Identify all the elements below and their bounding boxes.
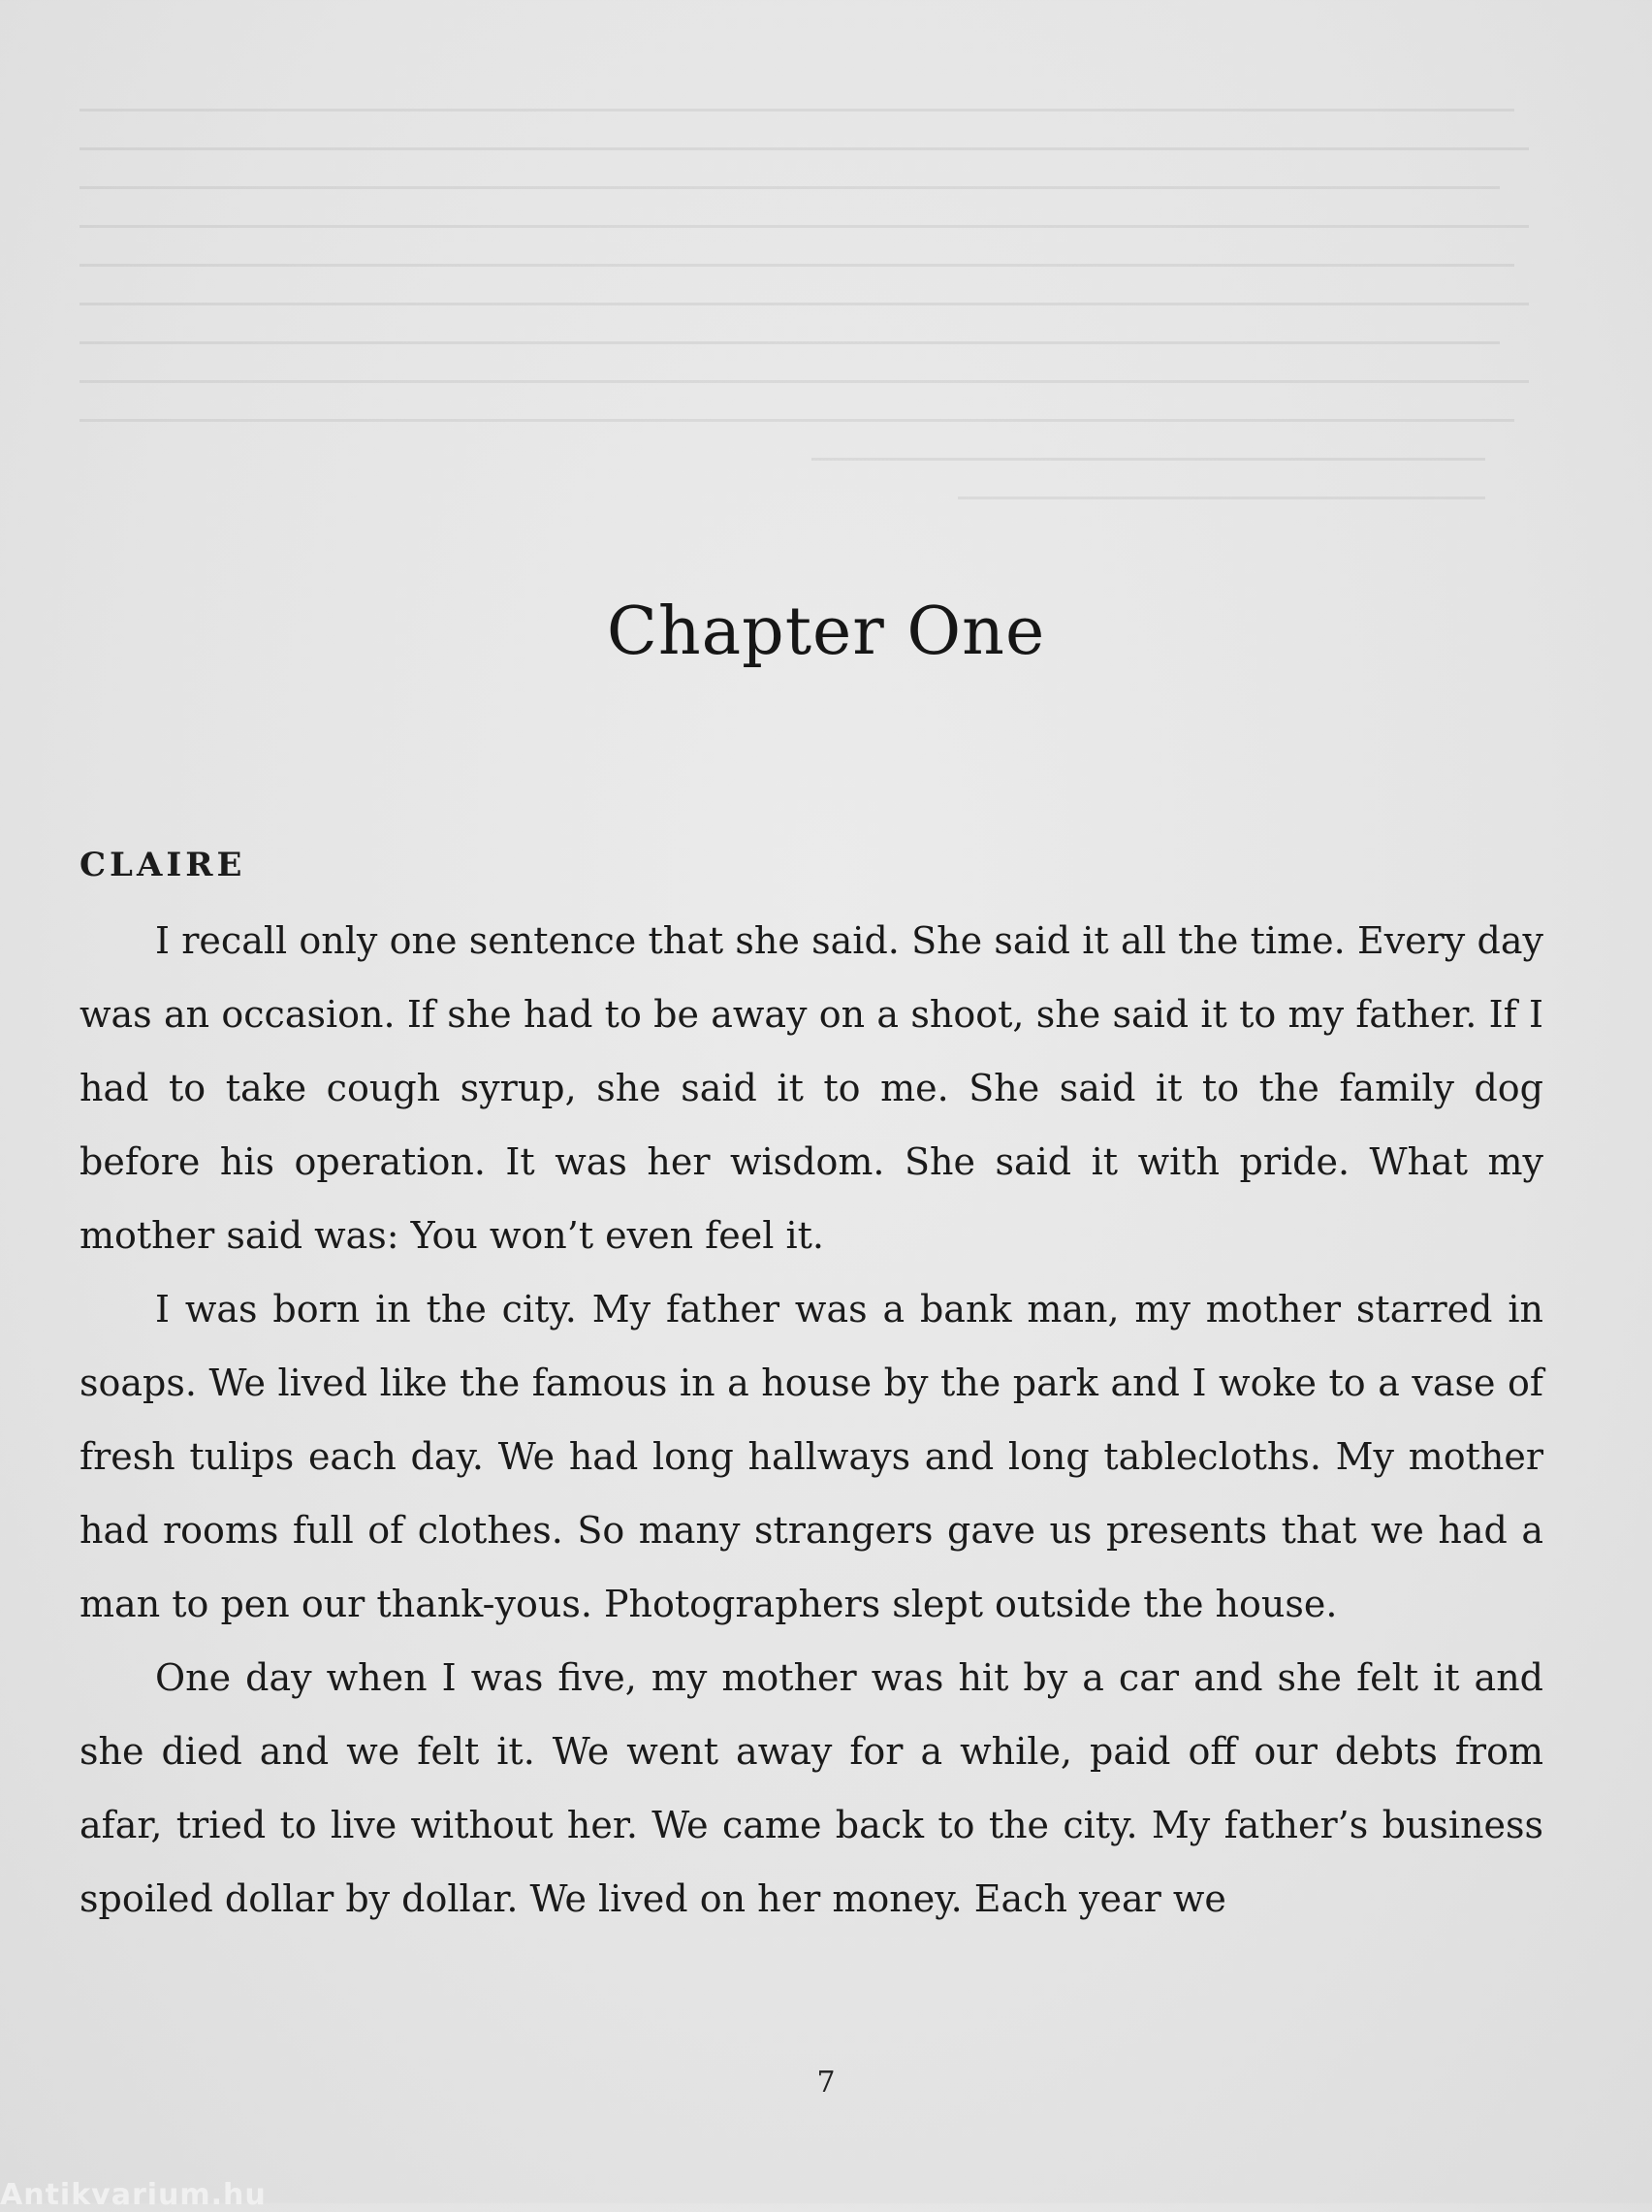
paragraph: I was born in the city. My father was a bank man, my mother starred in soaps. We lived like the famous in a house by the park and I woke to a vase of fresh tulips each day. We had long hallways and long tablecloths. My mother had rooms full of clothes. So many strangers gave us presents that we had a man to pen our thank-yous. Photographers slept outside the house. [79, 1288, 1543, 1625]
chapter-title: Chapter One [606, 593, 1046, 670]
paragraph: One day when I was five, my mother was hit by a car and she felt it and she died and we felt it. We went away for a while, paid off our debts from afar, tried to live without her. We came back to the city. My father’s business spoiled dollar by dollar. We lived on her money. Each year we [79, 1656, 1543, 1920]
paragraph: I recall only one sentence that she said. She said it all the time. Every day was an occasion. If she had to be away on a shoot, she said it to my father. If I had to take cough syrup, she said it to me. She said it to the family dog before his operation. It was her wisdom. She said it with pride. What my mother said was: You won’t even feel it. [79, 919, 1543, 1257]
page-number: 7 [816, 2066, 836, 2100]
body-text [79, 904, 1543, 1936]
show-through-texture [79, 0, 1543, 535]
speaker-heading: CLAIRE [79, 846, 246, 884]
watermark: Antikvarium.hu [0, 2178, 267, 2212]
